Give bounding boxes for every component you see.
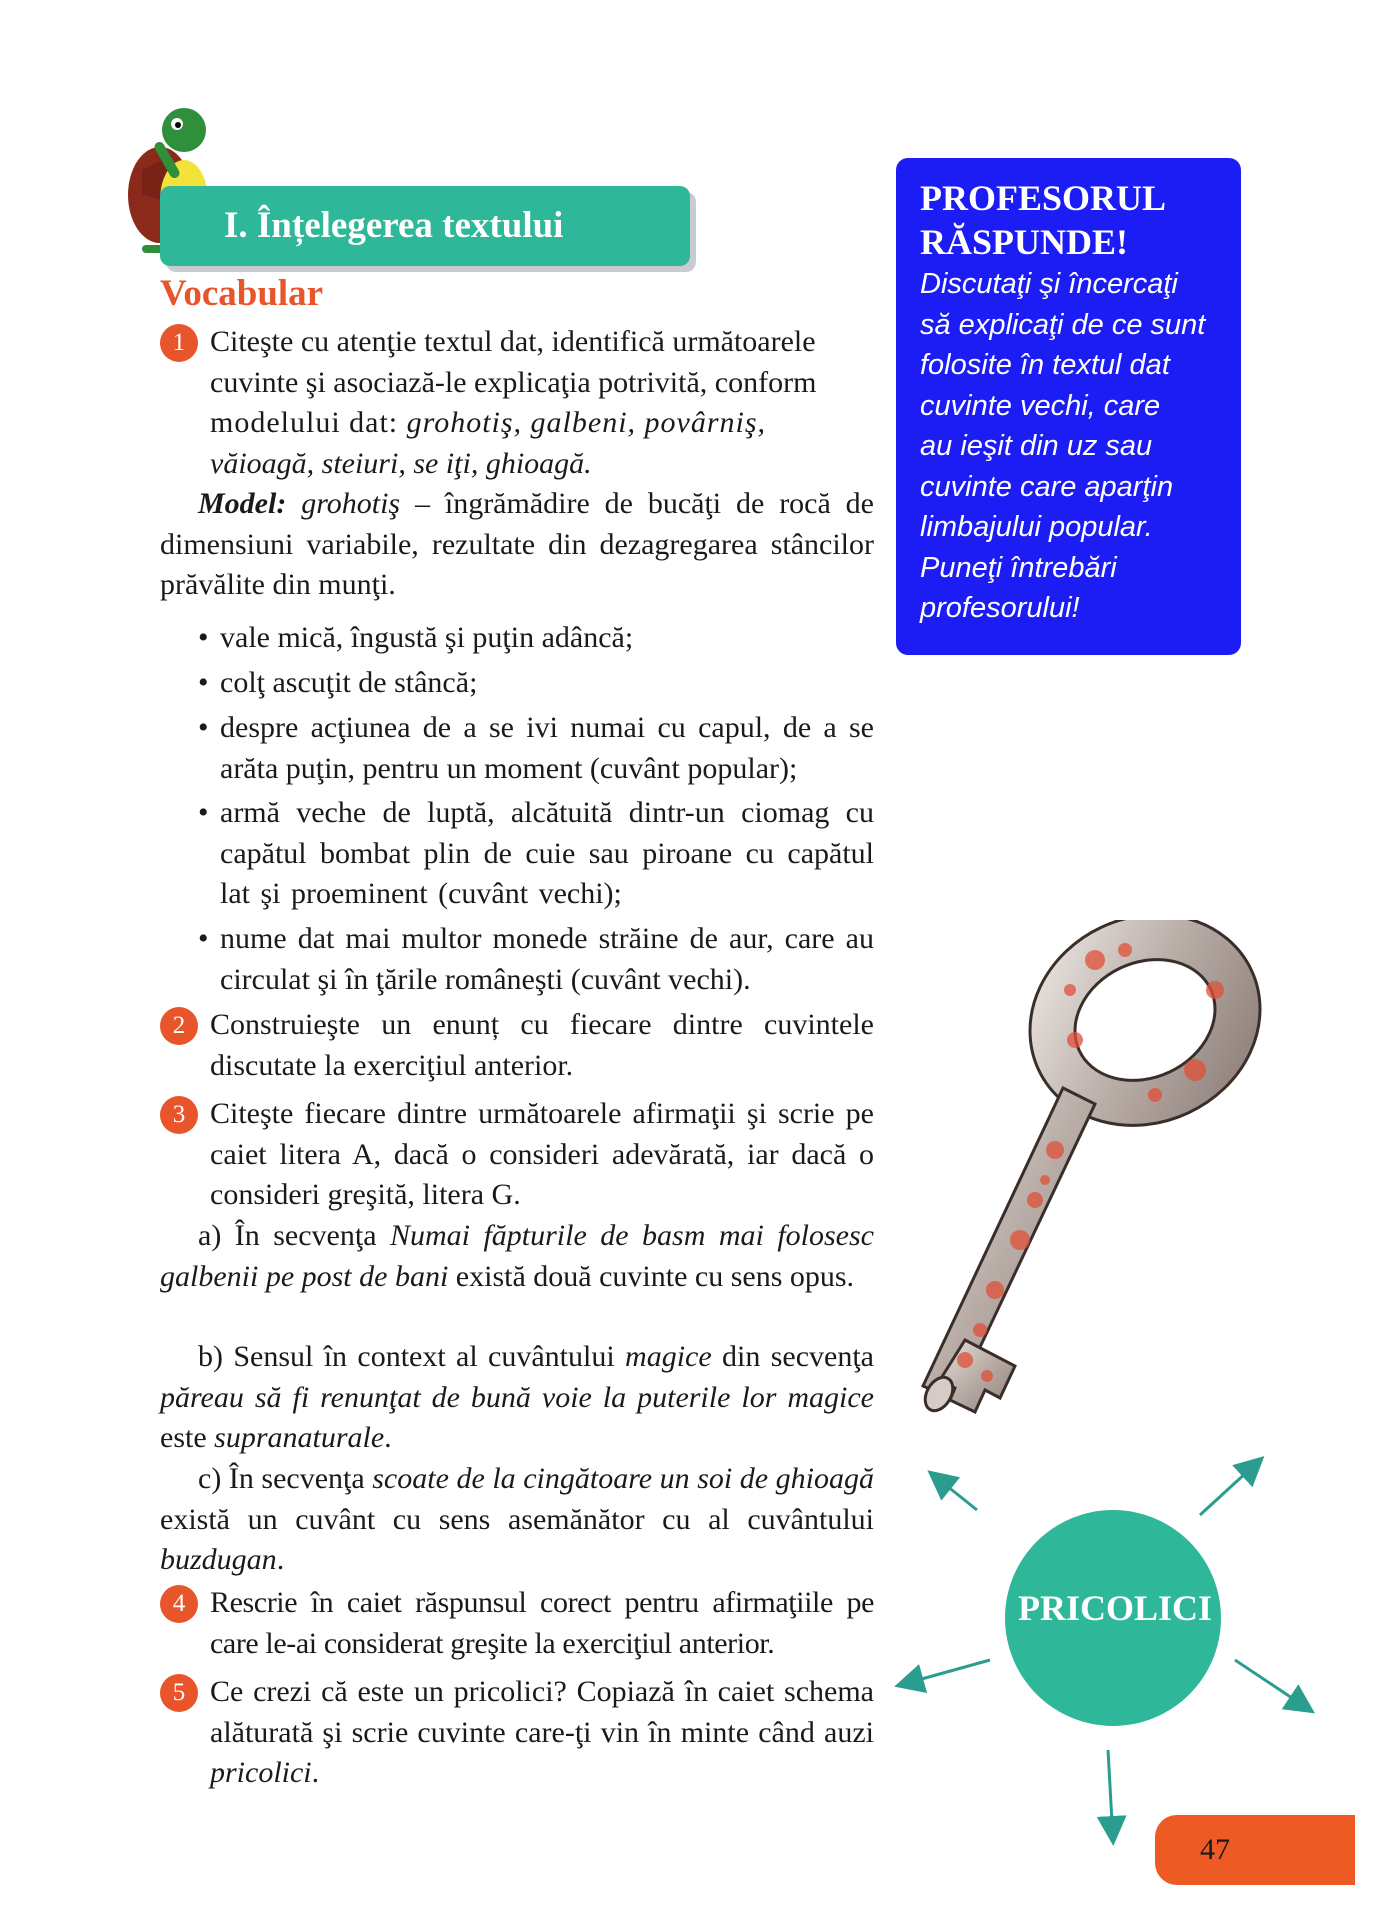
vocabulary-heading: Vocabular [160,273,324,314]
exercise-3-item-a: a) În secvenţa Numai făpturile de basm mai folosesc galbenii pe post de bani există două cuvinte cu sens opus. [160,1219,874,1293]
exercise-3-item-b: b) Sensul în context al cuvântului magice din secvenţa păreau să fi renunţat de bună voie la puterile lor magice este supranaturale. [160,1340,875,1454]
exercise-number-3: 3 [160,1096,198,1134]
list-item: • colţ ascuţit de stâncă; [198,666,478,699]
section-header [160,186,690,266]
exercise-5-text: Ce crezi că este un pricolici? Copiază în caiet schema alăturată şi scrie cuvinte care-ţi vin în minte când auzi pricolici. [210,1675,874,1789]
section-title: I. Înțelegerea textului [224,205,564,246]
page-number: 47 [1200,1833,1230,1866]
exercise-1-text: Citeşte cu atenţie textul dat, identifică următoarele cuvinte şi asociază-le explicaţia potrivită, conform modelului dat: grohotiş, galbeni, povârniş, văioagă, steiuri, se iţi, ghioagă. [210,325,817,480]
model-paragraph: Model: grohotiş – îngrămădire de bucăţi de rocă de dimensiuni variabile, rezultate din dezagregarea stâncilor prăvălite din munţi. [160,487,874,601]
exercise-number-4: 4 [160,1585,198,1623]
teacher-answers-box [896,158,1241,655]
list-item: • armă veche de luptă, alcătuită dintr-un ciomag cu capătul bombat plin de cuie sau piroane cu capătul lat şi proeminent (cuvânt vechi); [198,796,874,910]
rusty-key-illustration [895,920,1275,1460]
mind-map-center-label: PRICOLICI [1017,1588,1213,1628]
exercise-2-text: Construieşte un enunț cu fiecare dintre cuvintele discutate la exerciţiul anterior. [210,1008,874,1082]
exercise-4-text: Rescrie în caiet răspunsul corect pentru afirmaţiile pe care le-ai considerat greşite la exerciţiul anterior. [210,1586,874,1660]
list-item: • nume dat mai multor monede străine de aur, care au circulat şi în ţările româneşti (cuvânt vechi). [198,922,874,996]
teacher-box-text: Discutaţi şi încercaţi să explicaţi de ce sunt folosite în textul dat cuvinte vechi, care au ieşit din uz sau cuvinte care aparţin limbajului popular. Puneţi întrebări profesorului! [920,268,1206,624]
exercise-number-1: 1 [160,324,198,362]
exercise-3-text: Citeşte fiecare dintre următoarele afirmaţii şi scrie pe caiet litera A, dacă o consideri adevărată, iar dacă o consideri greşită, litera G. [210,1097,874,1211]
pricolici-mind-map [880,1430,1320,1850]
exercise-number-5: 5 [160,1674,198,1712]
list-item: • despre acţiunea de a se ivi numai cu capul, de a se arăta puţin, pentru un moment (cuvânt popular); [198,711,874,785]
exercise-3-item-c: c) În secvenţa scoate de la cingătoare un soi de ghioagă există un cuvânt cu sens asemănător cu al cuvântului buzdugan. [160,1462,874,1576]
list-item: • vale mică, îngustă şi puţin adâncă; [198,621,634,654]
teacher-box-title: PROFESORUL RĂSPUNDE! [920,178,1167,262]
exercise-number-2: 2 [160,1007,198,1045]
